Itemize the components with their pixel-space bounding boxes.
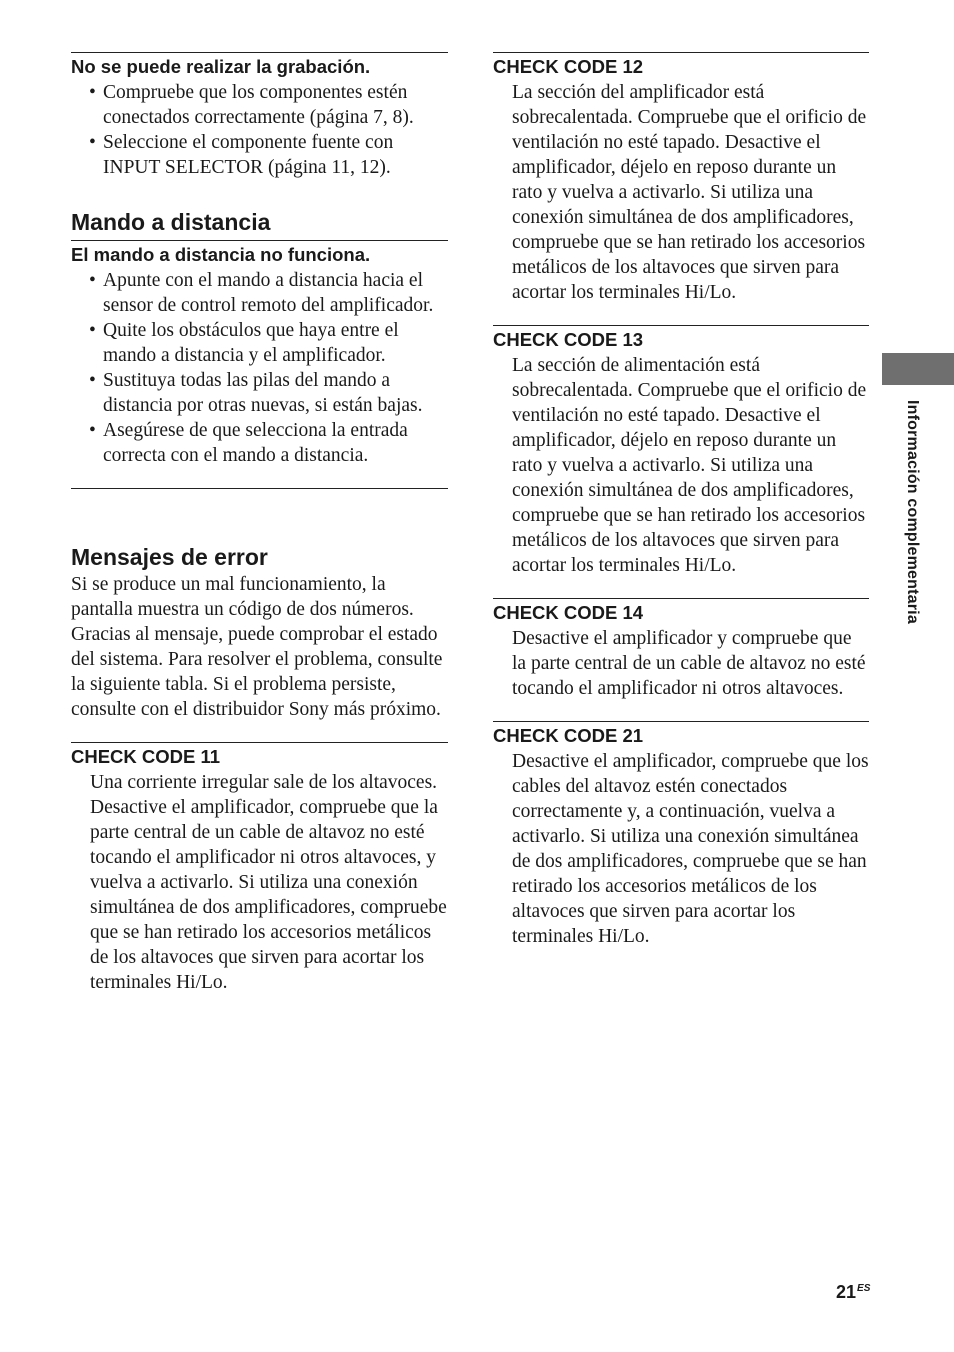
check-code-12-title: CHECK CODE 12 [493, 52, 869, 78]
list-item: • Apunte con el mando a distancia hacia el sensor de control remoto del amplificador. [71, 268, 448, 318]
page-language-suffix: ES [857, 1283, 871, 1294]
page-number [836, 1282, 870, 1303]
side-section-label: Información complementaria [904, 400, 921, 624]
heading-errors: Mensajes de error [71, 544, 268, 570]
check-code-11-title: CHECK CODE 11 [71, 742, 448, 768]
check-code-12-text: La sección del amplificador está sobrecalentada. Compruebe que el orificio de ventilación no esté tapado. Desactive el amplificador, déjelo en reposo durante un rato y vuelva a activarlo. Si utiliza una conexión simultánea de dos amplificadores, compruebe que se han retirado los accesorios metálicos de los altavoces que sirven para acortar los terminales Hi/Lo. [512, 82, 867, 303]
check-code-14-title: CHECK CODE 14 [493, 598, 869, 624]
list-item: • Asegúrese de que selecciona la entrada correcta con el mando a distancia. [71, 418, 448, 468]
check-code-21-title: CHECK CODE 21 [493, 721, 869, 747]
heading-remote: Mando a distancia [71, 209, 271, 235]
section-tab-marker [882, 353, 954, 385]
section-divider [71, 488, 448, 489]
section-header-remote: El mando a distancia no funciona. [71, 240, 448, 266]
left-column [71, 52, 448, 995]
check-code-14-text: Desactive el amplificador y compruebe que la parte central de un cable de altavoz no esté tocando el amplificador ni otros altavoces. [512, 628, 866, 699]
list-item: • Quite los obstáculos que haya entre el mando a distancia y el amplificador. [71, 318, 448, 368]
check-code-11-text: Una corriente irregular sale de los altavoces. Desactive el amplificador, compruebe que la parte central de un cable de altavoz no esté tocando el amplificador ni otros altavoces, y vuelva a activarlo. Si utiliza una conexión simultánea de dos amplificadores, compruebe que se han retirado los accesorios metálicos de los altavoces que sirven para acortar los terminales Hi/Lo. [90, 772, 447, 993]
section-header-recording: No se puede realizar la grabación. [71, 52, 448, 78]
page-number-value: 21 [836, 1282, 857, 1302]
errors-intro: Si se produce un mal funcionamiento, la pantalla muestra un código de dos números. Gracias al mensaje, puede comprobar el estado del sistema. Para resolver el problema, consulte la siguiente tabla. Si el problema persiste, consulte con el distribuidor Sony más próximo. [71, 574, 443, 720]
recording-bullet-list [71, 80, 448, 180]
check-code-13-text: La sección de alimentación está sobrecalentada. Compruebe que el orificio de ventilación no esté tapado. Desactive el amplificador, déjelo en reposo durante un rato y vuelva a activarlo. Si utiliza una conexión simultánea de dos amplificadores, compruebe que se han retirado los accesorios metálicos de los altavoces que sirven para acortar los terminales Hi/Lo. [512, 355, 867, 576]
list-item: • Compruebe que los componentes estén conectados correctamente (página 7, 8). [71, 80, 448, 130]
remote-bullet-list [71, 268, 448, 468]
check-code-21-text: Desactive el amplificador, compruebe que los cables del altavoz estén conectados correctamente y, a continuación, vuelva a activarlo. Si utiliza una conexión simultánea de dos amplificadores, compruebe que se han retirado los accesorios metálicos de los altavoces que sirven para acortar los terminales Hi/Lo. [512, 751, 869, 947]
check-code-13-title: CHECK CODE 13 [493, 325, 869, 351]
list-item: • Seleccione el componente fuente con INPUT SELECTOR (página 11, 12). [71, 130, 448, 180]
right-column [493, 52, 869, 949]
list-item: • Sustituya todas las pilas del mando a distancia por otras nuevas, si están bajas. [71, 368, 448, 418]
